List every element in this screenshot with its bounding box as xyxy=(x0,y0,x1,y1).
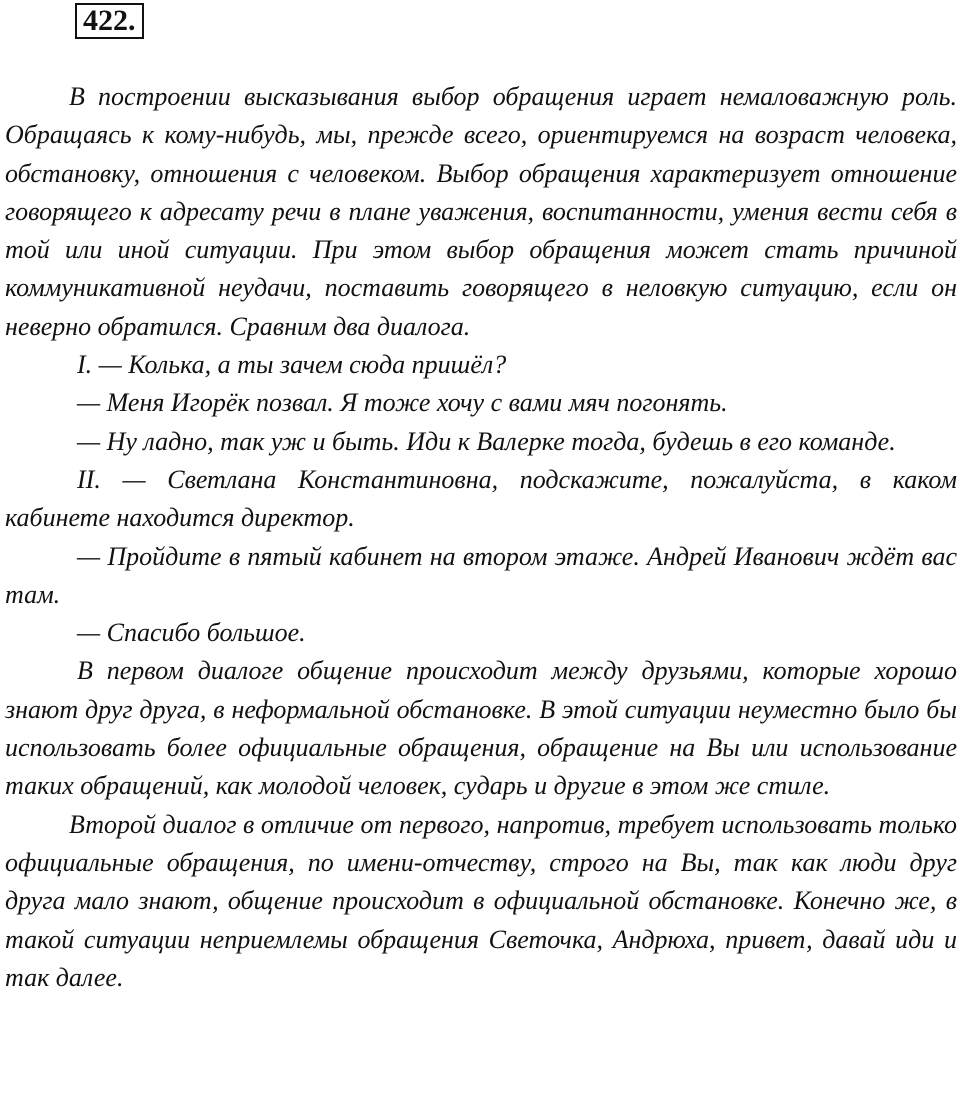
exercise-number: 422. xyxy=(75,3,144,39)
dialogue-2-line-3: — Спасибо большое. xyxy=(77,618,306,648)
paragraph-analysis-2: Второй диалог в отличие от первого, напротив, требует использовать только официальные обращения, по имени-отчеству, строго на Вы, так как люди друг друга мало знают, общение происходит в официальной обстановке. Конечно же, в такой ситуации неприемлемы обращения Светочка, Андрюха, привет, давай иди и так далее. xyxy=(5,809,957,992)
paragraph-intro: В построении высказывания выбор обращения играет немаловажную роль. Обращаясь к кому-нибудь, мы, прежде всего, ориентируемся на возраст человека, обстановку, отношения с человеком. Выбор обращения характеризует отношение говорящего к адресату речи в плане уважения, воспитанности, умения вести себя в той или иной ситуации. При этом выбор обращения может стать причиной коммуникативной неудачи, поставить говорящего в неловкую ситуацию, если он неверно обратился. Сравним два диалога. xyxy=(5,82,957,341)
paragraph-analysis-1: В первом диалоге общение происходит между друзьями, которые хорошо знают друг друга, в неформальной обстановке. В этой ситуации неуместно было бы использовать более официальные обращения, обращение на Вы или использование таких обращений, как молодой человек, сударь и другие в этом же стиле. xyxy=(5,656,957,801)
exercise-text xyxy=(5,78,957,997)
dialogue-2-line-2: — Пройдите в пятый кабинет на втором этаже. Андрей Иванович ждёт вас там. xyxy=(5,541,957,609)
dialogue-1-line-2: — Меня Игорёк позвал. Я тоже хочу с вами мяч погонять. xyxy=(77,388,728,418)
dialogue-1-line-3: — Ну ладно, так уж и быть. Иди к Валерке тогда, будешь в его команде. xyxy=(77,426,896,456)
dialogue-1-line-1: I. — Колька, а ты зачем сюда пришёл? xyxy=(77,350,507,380)
dialogue-2-line-1: II. — Светлана Константиновна, подскажите, пожалуйста, в каком кабинете находится директор. xyxy=(5,464,957,533)
